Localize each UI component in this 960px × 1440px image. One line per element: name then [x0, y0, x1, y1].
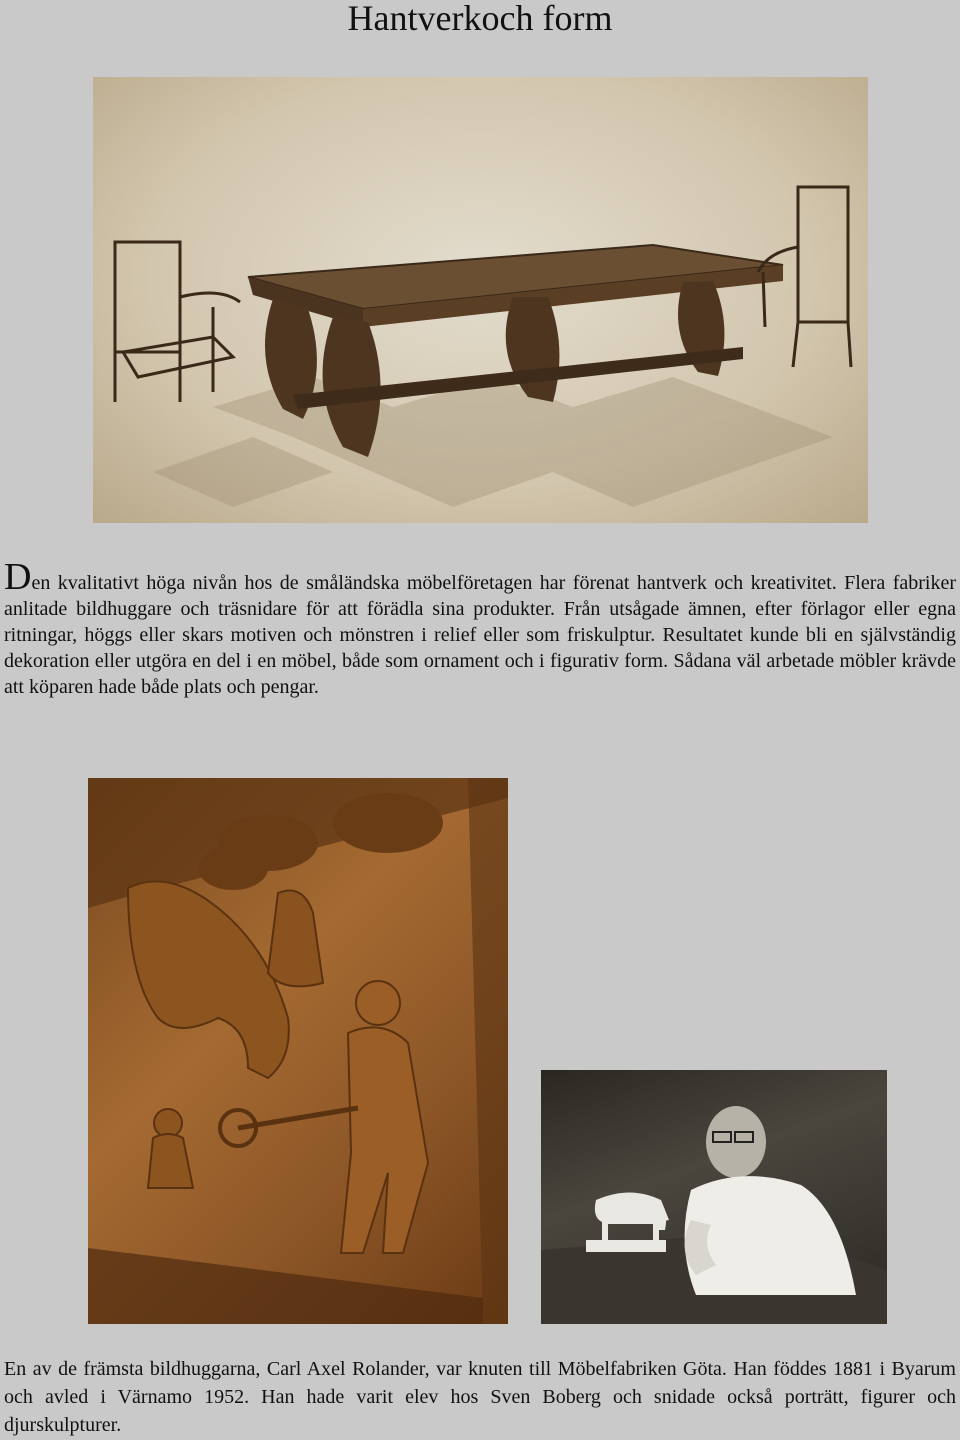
caption-paragraph: En av de främsta bildhuggarna, Carl Axel Rolander, var knuten till Möbelfabriken Göta. Han föddes 1881 i Byarum och avled i Värnamo 1952. Han hade varit elev hos Sven Boberg och snidade också porträtt, figurer och djurskulpturer.: [4, 1358, 956, 1436]
carved-table-illustration: [93, 77, 868, 523]
page-title: Hantverkoch form: [347, 0, 613, 38]
sculptor-photo: [541, 1070, 887, 1324]
wood-relief-photo: [88, 778, 508, 1324]
drop-cap: D: [4, 556, 32, 598]
intro-text: en kvalitativt höga nivån hos de småländska möbelföretagen har förenat hantverk och kreativitet. Flera fabriker anlitade bildhuggare och träsnidare för att förädla sina produkter. Från utsågade ämnen, efter förlagor eller egna ritningar, höggs eller skars motiven och mönstren i relief eller som friskulptur. Resultatet kunde bli en självständig dekoration eller utgöra en del i en möbel, både som ornament och i figurativ form. Sådana väl arbetade möbler krävde att köparen hade både plats och pengar.: [4, 572, 956, 698]
intro-paragraph: [4, 556, 956, 700]
